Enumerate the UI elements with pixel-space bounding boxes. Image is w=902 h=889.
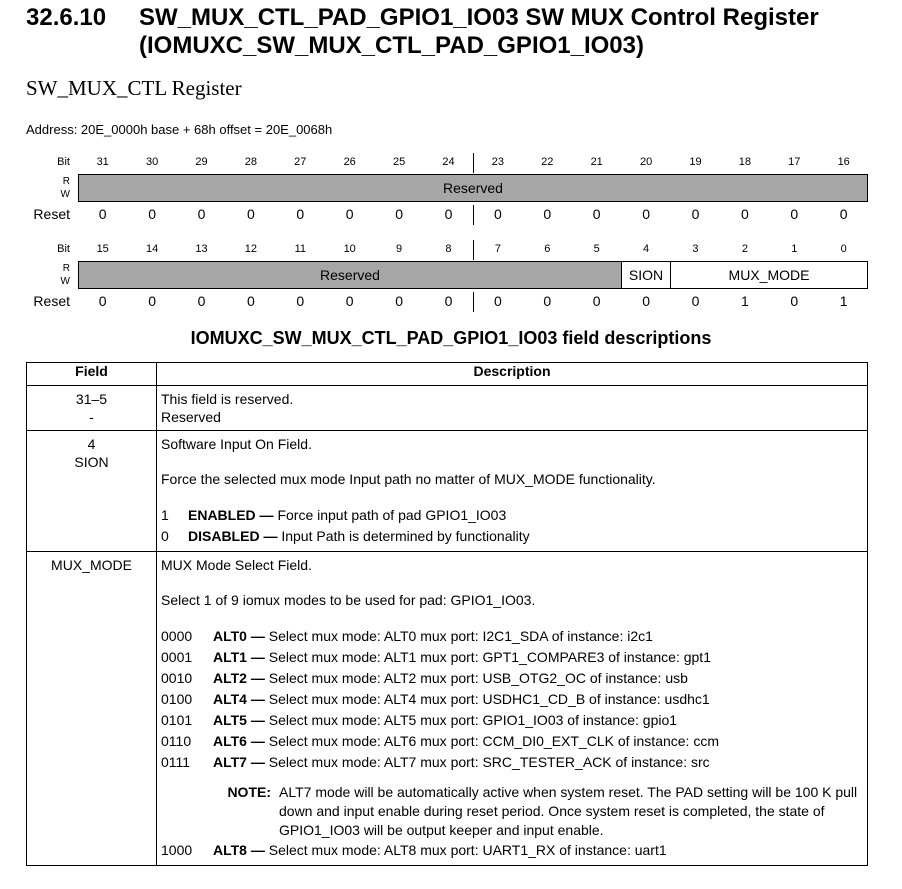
option-text: Input Path is determined by functionality (277, 528, 530, 544)
bit-number: 7 (494, 243, 501, 255)
reset-value: 0 (790, 206, 799, 222)
option-name: ALT4 — (213, 691, 265, 707)
reset-value: 0 (642, 293, 650, 309)
option-code: 1000 (161, 842, 193, 858)
rw-row (26, 173, 868, 205)
option-item (161, 710, 864, 731)
rw-label (26, 262, 70, 288)
bit-number: 9 (396, 243, 403, 255)
bit-number-row (26, 240, 868, 260)
reset-value: 0 (543, 206, 552, 222)
option-name: ENABLED — (188, 507, 274, 523)
option-text: Select mux mode: ALT8 mux port: UART1_RX of instance: uart1 (264, 842, 667, 858)
table-row (27, 386, 868, 431)
bit-number: 21 (590, 156, 603, 168)
register-diagram-upper (26, 153, 868, 225)
r-label: R (62, 263, 70, 274)
description-line: MUX Mode Select Field. (161, 557, 312, 573)
table-row (27, 552, 868, 866)
reset-value: 0 (691, 206, 700, 222)
option-item (161, 752, 864, 773)
note-label: NOTE: (227, 784, 271, 800)
option-item (161, 647, 864, 668)
rw-label (26, 175, 70, 201)
option-list (161, 505, 864, 547)
option-item (161, 668, 864, 689)
option-item (161, 689, 864, 710)
option-code: 0101 (161, 712, 193, 728)
option-code: 0010 (161, 670, 193, 686)
option-item (161, 626, 864, 647)
reset-value: 0 (98, 293, 107, 309)
bit-number: 24 (442, 156, 455, 168)
bit-number: 31 (96, 156, 109, 168)
reset-value: 0 (642, 206, 650, 222)
header-field: Field (27, 363, 157, 386)
reset-value: 1 (839, 293, 848, 309)
field-descriptions-table (26, 362, 868, 866)
option-name: ALT2 — (213, 670, 265, 686)
bit-number: 14 (145, 243, 159, 255)
field-name: - (89, 409, 94, 425)
field-name: SION (74, 454, 109, 470)
rw-row (26, 260, 868, 292)
option-text: Force input path of pad GPIO1_IO03 (273, 507, 507, 523)
field-cell (27, 431, 157, 552)
bit-number: 13 (195, 243, 208, 255)
bit-number: 5 (593, 243, 600, 255)
field-sion-label: SION (628, 267, 664, 283)
description-line: Reserved (161, 409, 221, 425)
reset-value: 0 (98, 206, 107, 222)
field-reserved-upper (78, 174, 868, 202)
option-name: ALT5 — (213, 712, 265, 728)
reset-value: 0 (246, 293, 255, 309)
bit-number: 25 (392, 156, 406, 168)
bit-number: 19 (689, 156, 702, 168)
field-name: MUX_MODE (51, 557, 132, 573)
description-line: Select 1 of 9 iomux modes to be used for pad: GPIO1_IO03. (161, 592, 536, 608)
reset-value: 0 (296, 293, 305, 309)
bit-number: 11 (294, 243, 306, 255)
bit-number: 1 (791, 243, 798, 255)
table-row (27, 431, 868, 552)
option-item (161, 505, 864, 526)
option-item (161, 526, 864, 547)
reset-value: 0 (197, 293, 206, 309)
bit-number: 29 (195, 156, 208, 168)
bit-label: Bit (57, 243, 70, 255)
reset-value: 0 (493, 293, 502, 309)
section-title: SW_MUX_CTL_PAD_GPIO1_IO03 SW MUX Control Register (IOMUXC_SW_MUX_CTL_PAD_GPIO1_IO03) (139, 4, 819, 59)
bit-number: 15 (96, 243, 109, 255)
option-name: ALT0 — (213, 628, 265, 644)
bit-number: 12 (244, 243, 257, 255)
option-code: 0000 (161, 628, 193, 644)
reset-value: 0 (740, 206, 749, 222)
w-label: W (60, 276, 70, 287)
reset-value: 1 (740, 293, 749, 309)
bit-number: 6 (544, 243, 551, 255)
description-line: Software Input On Field. (161, 436, 312, 452)
reset-value: 0 (246, 206, 255, 222)
byte-separator (473, 153, 474, 173)
reset-label: Reset (33, 293, 70, 309)
reset-value: 0 (148, 206, 156, 222)
bit-number: 2 (741, 243, 748, 255)
description-cell (157, 552, 868, 866)
header-description: Description (157, 363, 868, 386)
option-name: ALT6 — (213, 733, 265, 749)
reset-value: 0 (197, 206, 206, 222)
option-text: Select mux mode: ALT1 mux port: GPT1_COMPARE3 of instance: gpt1 (264, 649, 711, 665)
option-list (161, 626, 864, 773)
bit-number: 16 (837, 156, 850, 168)
reset-value: 0 (444, 206, 453, 222)
note (161, 783, 864, 840)
bit-number: 26 (343, 156, 356, 168)
field-cell (27, 386, 157, 431)
reset-row (26, 205, 868, 225)
option-code: 0001 (161, 649, 193, 665)
field-bits: 31–5 (75, 391, 108, 407)
field-mux-mode (670, 261, 868, 289)
reset-value: 0 (444, 293, 453, 309)
bit-number: 8 (445, 243, 452, 255)
option-text: Select mux mode: ALT6 mux port: CCM_DI0_EXT_CLK of instance: ccm (264, 733, 719, 749)
description-line: This field is reserved. (161, 391, 294, 407)
field-reserved-label: Reserved (443, 180, 503, 196)
bit-number: 18 (738, 156, 751, 168)
option-name: DISABLED — (188, 528, 278, 544)
option-code: 0 (161, 528, 169, 544)
r-label: R (62, 176, 70, 187)
bit-number-row (26, 153, 868, 173)
option-item (161, 840, 864, 861)
field-reserved-lower (78, 261, 622, 289)
reset-value: 0 (493, 206, 502, 222)
option-item (161, 731, 864, 752)
bit-number: 30 (145, 156, 159, 168)
description-line: Force the selected mux mode Input path no matter of MUX_MODE functionality. (161, 471, 656, 487)
reset-value: 0 (592, 293, 601, 309)
reset-value: 0 (148, 293, 156, 309)
field-sion (621, 261, 671, 289)
reset-row (26, 292, 868, 312)
option-code: 0100 (161, 691, 193, 707)
byte-separator (473, 292, 474, 312)
option-text: Select mux mode: ALT2 mux port: USB_OTG2_OC of instance: usb (264, 670, 688, 686)
register-diagram-lower (26, 240, 868, 312)
reset-value: 0 (345, 206, 354, 222)
bit-number: 27 (294, 156, 307, 168)
option-name: ALT1 — (213, 649, 265, 665)
reset-value: 0 (296, 206, 305, 222)
w-label: W (60, 189, 70, 200)
field-cell (27, 552, 157, 866)
byte-separator (473, 205, 474, 225)
reset-value: 0 (395, 293, 403, 309)
table-title: IOMUXC_SW_MUX_CTL_PAD_GPIO1_IO03 field descriptions (190, 328, 712, 348)
byte-separator (473, 240, 474, 260)
reset-value: 0 (592, 206, 601, 222)
note-text: ALT7 mode will be automatically active when system reset. The PAD setting will be 100 K pull down and input enable during reset period. Once system reset is completed, the state of GPIO1_IO03 will be output keeper and input enable. (279, 784, 858, 838)
bit-number: 22 (541, 156, 554, 168)
option-text: Select mux mode: ALT5 mux port: GPIO1_IO03 of instance: gpio1 (264, 712, 678, 728)
reset-value: 0 (839, 206, 848, 222)
bit-label: Bit (57, 156, 70, 168)
description-cell (157, 386, 868, 431)
bit-number: 4 (643, 243, 650, 255)
section-number: 32.6.10 (26, 4, 107, 31)
reset-value: 0 (543, 293, 552, 309)
bit-number: 23 (491, 156, 504, 168)
reset-value: 0 (691, 293, 700, 309)
field-mux-mode-label: MUX_MODE (728, 267, 810, 283)
option-name: ALT7 — (213, 754, 265, 770)
option-name: ALT8 — (213, 842, 265, 858)
field-reserved-label: Reserved (320, 267, 380, 283)
bit-number: 28 (244, 156, 257, 168)
register-subheading: SW_MUX_CTL Register (26, 76, 242, 100)
register-address: Address: 20E_0000h base + 68h offset = 20E_0068h (26, 122, 333, 137)
bit-number: 10 (343, 243, 356, 255)
bit-number: 20 (639, 156, 653, 168)
description-cell (157, 431, 868, 552)
reset-value: 0 (395, 206, 403, 222)
option-text: Select mux mode: ALT7 mux port: SRC_TESTER_ACK of instance: src (264, 754, 710, 770)
table-header-row (27, 363, 868, 386)
reset-value: 0 (345, 293, 354, 309)
reset-value: 0 (790, 293, 799, 309)
option-code: 1 (161, 507, 169, 523)
reset-label: Reset (33, 206, 70, 222)
field-bits: 4 (87, 436, 96, 452)
option-text: Select mux mode: ALT4 mux port: USDHC1_CD_B of instance: usdhc1 (264, 691, 710, 707)
option-text: Select mux mode: ALT0 mux port: I2C1_SDA of instance: i2c1 (264, 628, 653, 644)
bit-number: 17 (788, 156, 801, 168)
option-code: 0111 (161, 754, 191, 770)
bit-number: 3 (692, 243, 699, 255)
option-code: 0110 (161, 733, 192, 749)
bit-number: 0 (840, 243, 847, 255)
